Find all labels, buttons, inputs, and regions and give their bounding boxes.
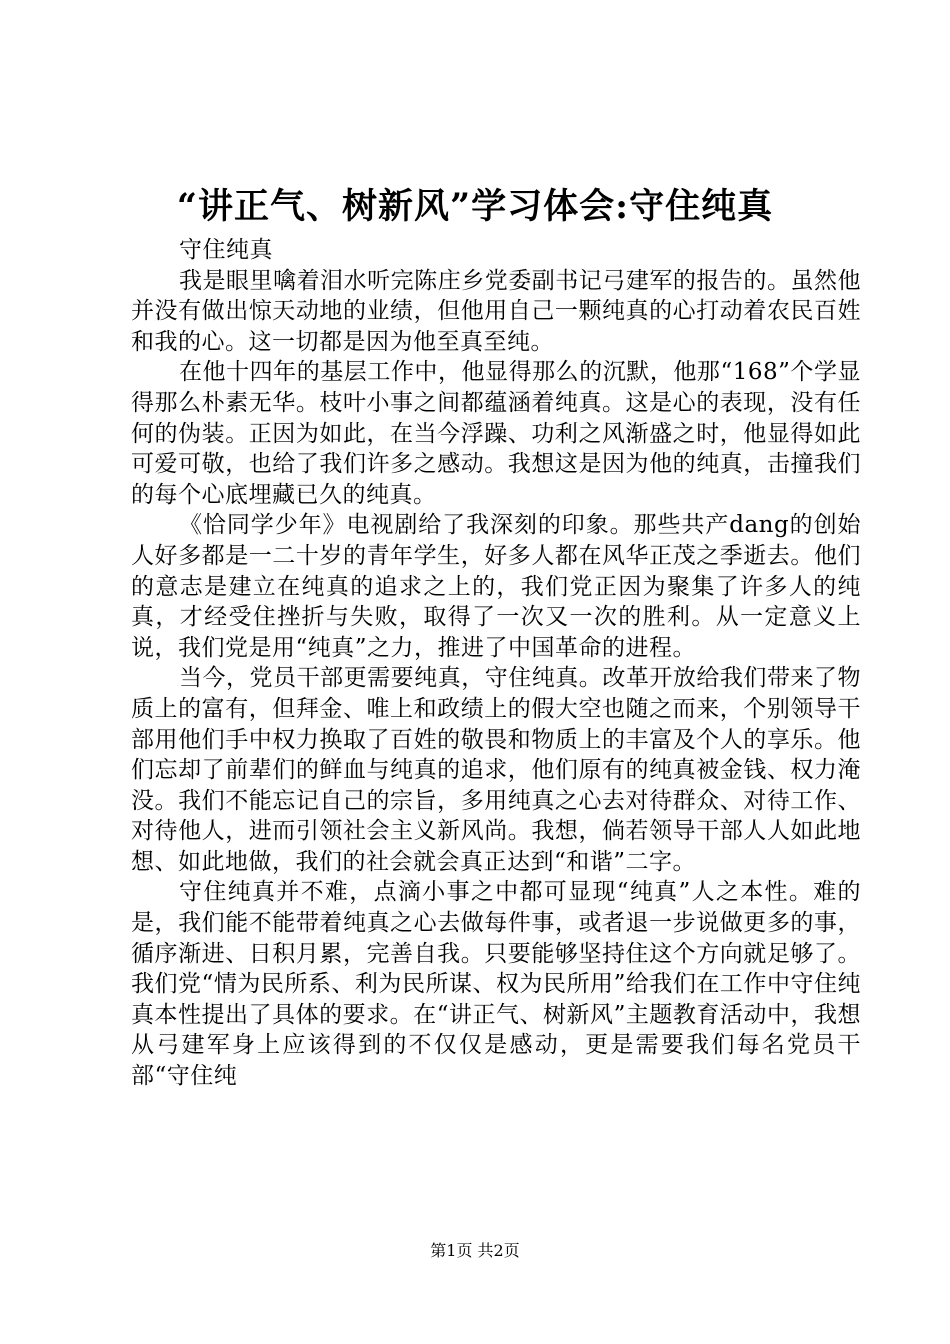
paragraph-5: 守住纯真并不难，点滴小事之中都可显现“纯真”人之本性。难的是，我们能不能带着纯真之心去做每件事，或者退一步说做更多的事，循序渐进、日积月累，完善自我。只要能够坚持住这个方向就足够了。我们党“情为民所系、利为民所谋、权为民所用”给我们在工作中守住纯真本性提出了具体的要求。在“讲正气、树新风”主题教育活动中，我想从弓建军身上应该得到的不仅仅是感动，更是需要我们每名党员干部“守住纯 bbox=[131, 879, 861, 1090]
document-title: “讲正气、树新风”学习体会:守住纯真 bbox=[176, 186, 774, 227]
paragraph-1: 我是眼里噙着泪水听完陈庄乡党委副书记弓建军的报告的。虽然他并没有做出惊天动地的业绩，但他用自己一颗纯真的心打动着农民百姓和我的心。这一切都是因为他至真至纯。 bbox=[131, 267, 861, 355]
document-subtitle: 守住纯真 bbox=[179, 237, 273, 263]
page-footer: 第1页 共2页 bbox=[430, 1241, 520, 1260]
document-body bbox=[131, 235, 861, 1092]
paragraph-4: 当今，党员干部更需要纯真，守住纯真。改革开放给我们带来了物质上的富有，但拜金、唯上和政绩上的假大空也随之而来，个别领导干部用他们手中权力换取了百姓的敬畏和物质上的丰富及个人的享乐。他们忘却了前辈们的鲜血与纯真的追求，他们原有的纯真被金钱、权力淹没。我们不能忘记自己的宗旨，多用纯真之心去对待群众、对待工作、对待他人，进而引领社会主义新风尚。我想，倘若领导干部人人如此地想、如此地做，我们的社会就会真正达到“和谐”二字。 bbox=[131, 665, 861, 875]
paragraph-2: 在他十四年的基层工作中，他显得那么的沉默，他那“168”个学显得那么朴素无华。枝叶小事之间都蕴涵着纯真。这是心的表现，没有任何的伪装。正因为如此，在当今浮躁、功利之风渐盛之时，他显得如此可爱可敬，也给了我们许多之感动。我想这是因为他的纯真，击撞我们的每个心底埋藏已久的纯真。 bbox=[131, 359, 861, 508]
paragraph-3: 《恰同学少年》电视剧给了我深刻的印象。那些共产dang的创始人好多都是一二十岁的青年学生，好多人都在风华正茂之季逝去。他们的意志是建立在纯真的追求之上的，我们党正因为聚集了许多人的纯真，才经受住挫折与失败，取得了一次又一次的胜利。从一定意义上说，我们党是用“纯真”之力，推进了中国革命的进程。 bbox=[131, 512, 861, 661]
